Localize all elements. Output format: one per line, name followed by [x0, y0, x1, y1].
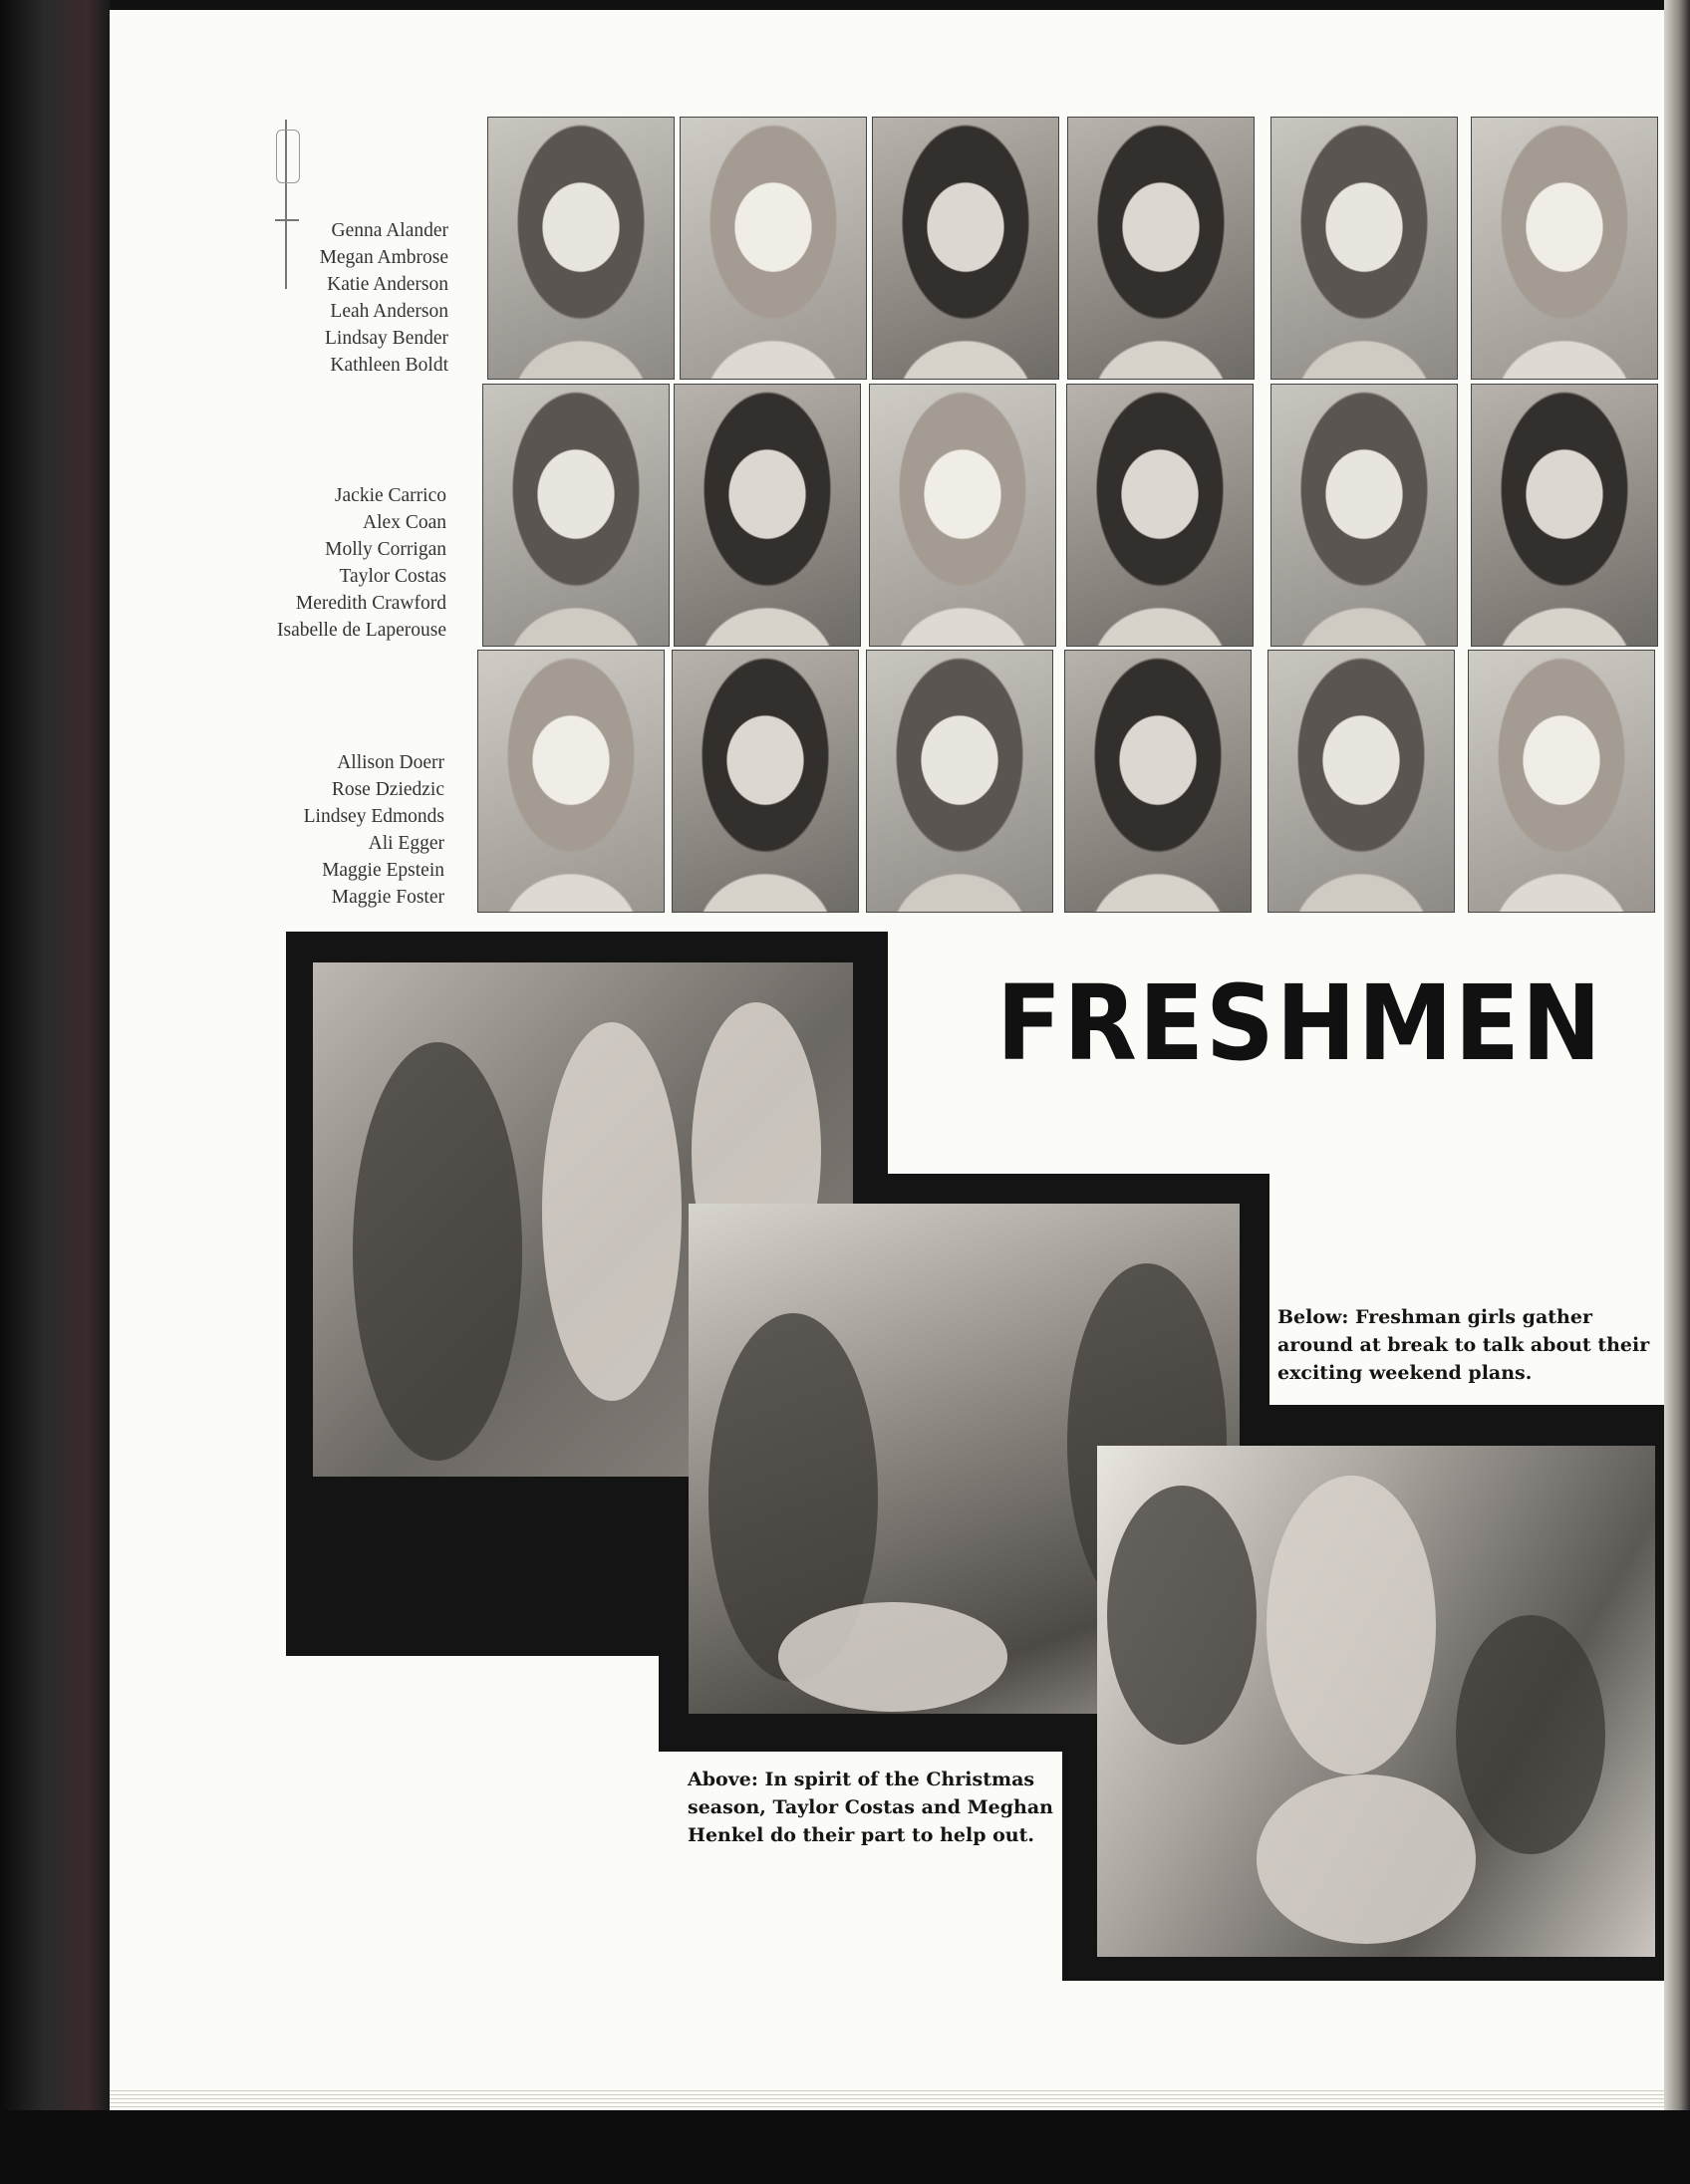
student-portrait [482, 384, 670, 647]
student-portrait [1066, 384, 1254, 647]
student-portrait [869, 384, 1056, 647]
student-name: Taylor Costas [339, 566, 446, 587]
name-list-row-3 [149, 749, 444, 911]
student-portrait [487, 117, 675, 380]
folio-number-box [276, 130, 300, 183]
student-portrait [866, 650, 1053, 913]
student-name: Leah Anderson [330, 301, 448, 322]
student-name: Meredith Crawford [295, 593, 446, 614]
student-name: Megan Ambrose [319, 247, 448, 268]
caption-above-lunch-line: Above: Paige Mosley and Katherine Schoo anxiously wait in line so they can enjoy their food at break. [306, 1524, 641, 1630]
student-name: Allison Doerr [337, 752, 444, 773]
student-portrait [674, 384, 861, 647]
student-name: Molly Corrigan [325, 539, 446, 560]
student-name: Maggie Epstein [322, 860, 444, 881]
student-name: Jackie Carrico [334, 485, 446, 506]
student-name: Lindsey Edmonds [303, 806, 444, 827]
student-portrait [1471, 117, 1658, 380]
student-name: Katie Anderson [327, 274, 448, 295]
student-name: Rose Dziedzic [331, 779, 444, 800]
break-gathering-photo [1097, 1446, 1655, 1957]
page-stack-edge [110, 2087, 1664, 2110]
name-list-row-2 [149, 482, 446, 644]
student-portrait [1067, 117, 1255, 380]
caption-above-christmas: Above: In spirit of the Christmas season, Taylor Costas and Meghan Henkel do their part to help out. [688, 1769, 1053, 1846]
student-name: Alex Coan [363, 512, 446, 533]
caption-below: Below: Freshman girls gather around at break to talk about their exciting weekend plans. [1277, 1306, 1650, 1384]
student-name: Kathleen Boldt [330, 355, 448, 376]
student-name: Maggie Foster [331, 887, 444, 908]
student-portrait [1468, 650, 1655, 913]
page-edge [1664, 0, 1690, 2184]
scan-border [0, 2110, 1690, 2184]
student-portrait [1471, 384, 1658, 647]
student-name: Genna Alander [331, 220, 448, 241]
student-name: Isabelle de Laperouse [277, 620, 446, 641]
student-portrait [1064, 650, 1252, 913]
student-portrait [1270, 117, 1458, 380]
student-portrait [872, 117, 1059, 380]
student-name: Ali Egger [368, 833, 444, 854]
student-portrait [1268, 650, 1455, 913]
student-portrait [1270, 384, 1458, 647]
student-name: Lindsay Bender [324, 328, 448, 349]
student-portrait [680, 117, 867, 380]
book-spine [0, 0, 110, 2184]
page-title: FRESHMEN [996, 962, 1603, 1084]
student-portrait [477, 650, 665, 913]
name-list-row-1 [149, 217, 448, 379]
student-portrait [672, 650, 859, 913]
